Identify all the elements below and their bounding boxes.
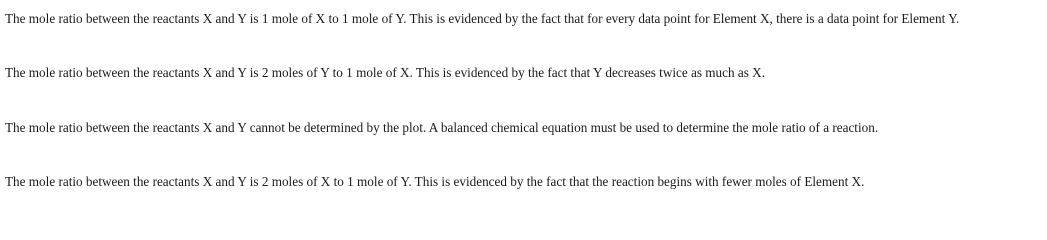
answer-choice-1[interactable] — [0, 4, 1040, 34]
answer-choice-3-text: The mole ratio between the reactants X and Y cannot be determined by the plot. A balanced chemical equation must be used to determine the mole ratio of a reaction. — [5, 120, 879, 135]
answer-choice-3[interactable] — [0, 113, 1040, 143]
answer-choice-2-text: The mole ratio between the reactants X and Y is 2 moles of Y to 1 mole of X. This is evidenced by the fact that Y decreases twice as much as X. — [5, 65, 765, 80]
answer-choice-1-text: The mole ratio between the reactants X and Y is 1 mole of X to 1 mole of Y. This is evidenced by the fact that for every data point for Element X, there is a data point for Element Y. — [5, 11, 960, 26]
answer-choice-2[interactable] — [0, 58, 1040, 88]
answer-choice-4-text: The mole ratio between the reactants X and Y is 2 moles of X to 1 mole of Y. This is evidenced by the fact that the reaction begins with fewer moles of Element X. — [5, 174, 865, 189]
answer-choice-4[interactable] — [0, 167, 1040, 197]
